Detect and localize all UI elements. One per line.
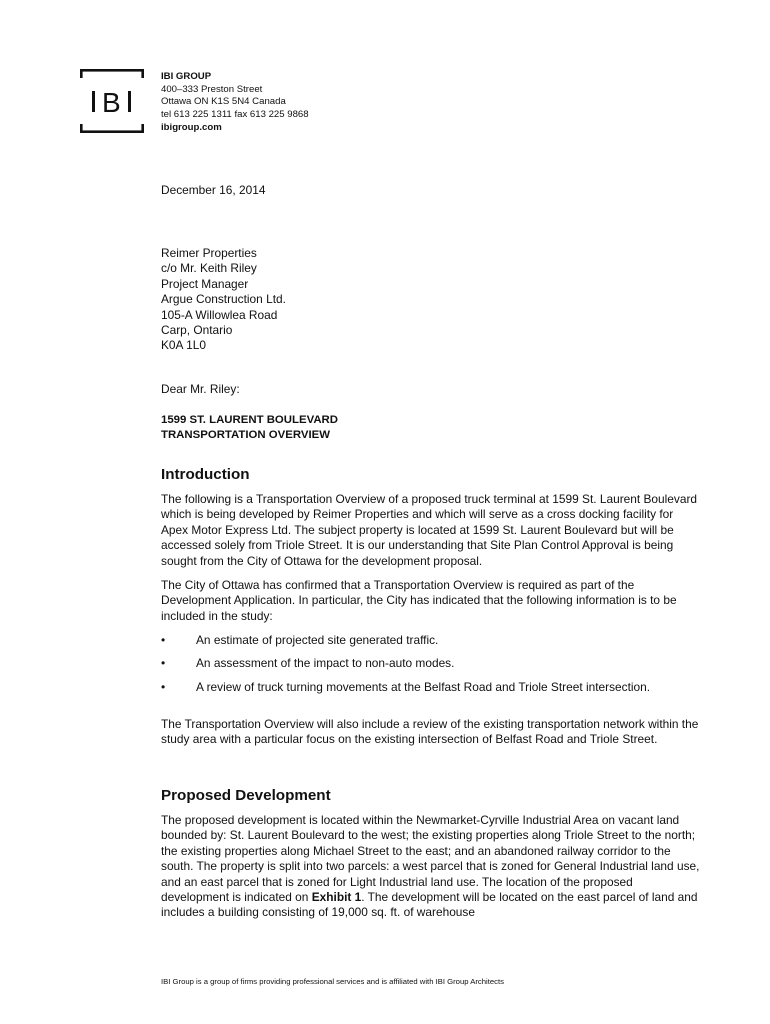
letter-date: December 16, 2014	[161, 183, 266, 197]
recipient-line: Carp, Ontario	[161, 323, 233, 338]
subject-line-1: 1599 ST. LAURENT BOULEVARD	[161, 414, 339, 426]
intro-paragraph-2: The City of Ottawa has confirmed that a Transportation Overview is required as part of the Development Application. In particular, the City has indicated that the following information is to be included in the study:	[161, 578, 677, 623]
letterhead	[161, 71, 309, 135]
recipient-line: K0A 1L0	[161, 338, 206, 353]
subject-line	[161, 413, 338, 444]
bullet-icon: •	[161, 633, 166, 647]
bullet-icon: •	[161, 679, 166, 694]
list-item	[161, 680, 701, 695]
recipient-address	[161, 246, 286, 354]
logo-text: B	[102, 87, 121, 118]
intro-paragraph-1: The following is a Transportation Overview of a proposed truck terminal at 1599 St. Laurent Boulevard which is being developed by Reimer Properties and which will serve as a cross docking facility for Apex Motor Express Ltd. The subject property is located at 1599 St. Laurent Boulevard but will be accessed solely from Triole Street. It is our understanding that Site Plan Control Approval is being sought from the City of Ottawa for the development proposal.	[161, 492, 698, 568]
intro-paragraph-3: The Transportation Overview will also include a review of the existing transportation network within the study area with a particular focus on the existing intersection of Belfast Road and Triole Street.	[161, 717, 699, 747]
heading-introduction: Introduction	[161, 466, 250, 483]
recipient-line: Project Manager	[161, 276, 249, 291]
paragraph-text: . The development will be located on the east parcel of land and includes a building consisting of 19,000 sq. ft. of warehouse	[161, 890, 698, 920]
list-item-text: An assessment of the impact to non-auto modes.	[196, 656, 455, 671]
recipient-line: Argue Construction Ltd.	[161, 292, 286, 307]
company-name: IBI GROUP	[161, 71, 212, 82]
phone-fax: tel 613 225 1311 fax 613 225 9868	[161, 109, 309, 121]
address-line-1: 400–333 Preston Street	[161, 83, 263, 95]
salutation: Dear Mr. Riley:	[161, 382, 240, 396]
requirements-list	[161, 633, 701, 703]
recipient-line: Reimer Properties	[161, 246, 257, 260]
subject-line-2: TRANSPORTATION OVERVIEW	[161, 429, 330, 442]
list-item-text: An estimate of projected site generated traffic.	[196, 633, 439, 647]
bullet-icon: •	[161, 656, 166, 671]
ibi-logo	[80, 69, 144, 133]
website: ibigroup.com	[161, 121, 222, 133]
recipient-line: c/o Mr. Keith Riley	[161, 261, 257, 276]
list-item	[161, 633, 701, 648]
heading-proposed-development: Proposed Development	[161, 787, 331, 804]
exhibit-reference: Exhibit 1	[311, 890, 362, 905]
address-line-2: Ottawa ON K1S 5N4 Canada	[161, 96, 286, 108]
proposed-development-paragraph	[161, 813, 701, 921]
page-footer: IBI Group is a group of firms providing professional services and is affiliated with IBI Group Architects	[161, 977, 504, 986]
list-item-text: A review of truck turning movements at the Belfast Road and Triole Street intersection.	[196, 679, 651, 694]
logo-letter-i	[128, 91, 131, 112]
recipient-line: 105-A Willowlea Road	[161, 307, 278, 322]
paragraph-text: The proposed development is located within the Newmarket-Cyrville Industrial Area on vacant land bounded by: St. Laurent Boulevard to the west; the existing properties along Triole Street to the north; the existing properties along Michael Street to the east; and an abandoned railway corridor to the south. The property is split into two parcels: a west parcel that is zoned for General Industrial land use, and an east parcel that is zoned for Light Industrial land use. The location of the proposed development is indicated on	[161, 813, 700, 905]
list-item	[161, 656, 701, 671]
